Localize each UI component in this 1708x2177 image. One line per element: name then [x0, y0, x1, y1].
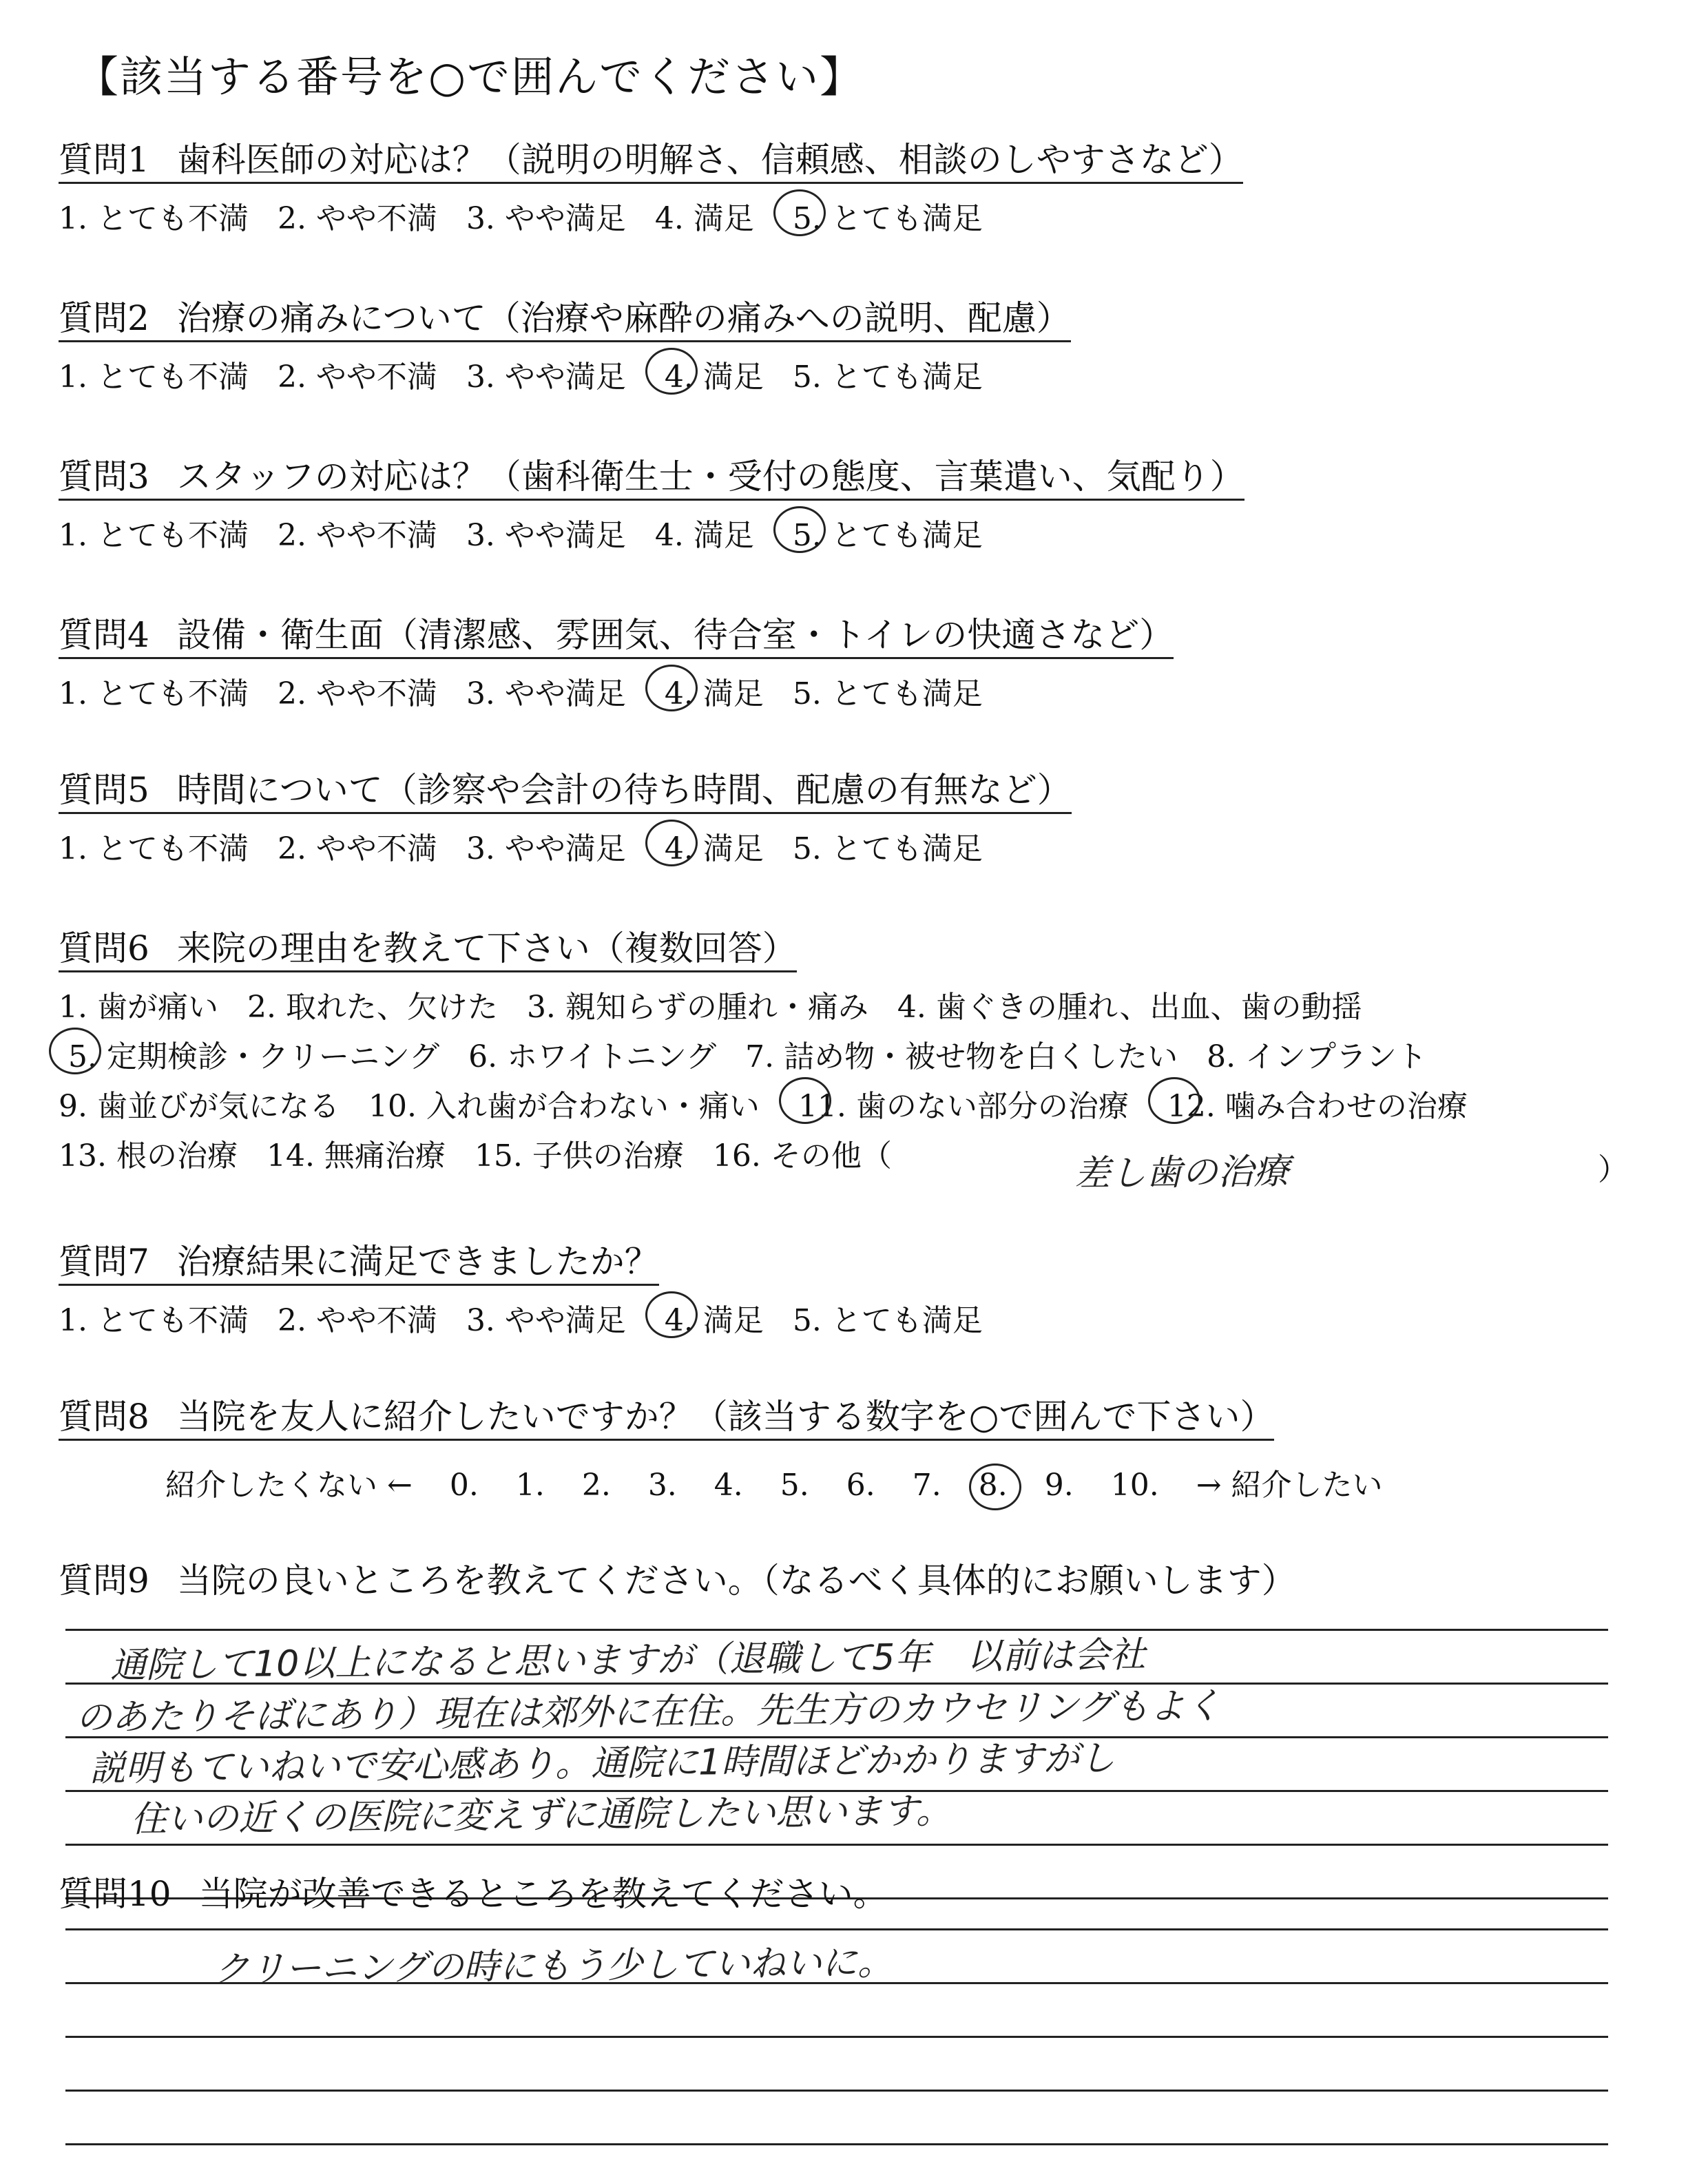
- question-4-text: 設備・衛生面（清潔感、雰囲気、待合室・トイレの快適さなど）: [176, 615, 1174, 655]
- question-2-options: [59, 352, 1071, 396]
- q5-option-5[interactable]: 5. とても満足: [792, 831, 983, 866]
- q8-value-9[interactable]: 9.: [1044, 1468, 1074, 1503]
- q10-line-4: [65, 2038, 1608, 2092]
- q6-option-2[interactable]: 2. 取れた、欠けた: [247, 990, 498, 1025]
- q5-option-1[interactable]: 1. とても不満: [59, 831, 249, 866]
- q10-answer-lines: [65, 1877, 1608, 2145]
- q5-option-4-label: 4. 満足: [664, 831, 764, 866]
- question-4-number: 質問4: [59, 615, 149, 655]
- q10-line-1: [65, 1877, 1608, 1930]
- q8-value-5[interactable]: 5.: [780, 1468, 809, 1503]
- question-3-number: 質問3: [59, 457, 149, 497]
- q6-option-3[interactable]: 3. 親知らずの腫れ・痛み: [526, 990, 868, 1025]
- q1-option-5[interactable]: [783, 194, 983, 238]
- q1-option-4[interactable]: 4. 満足: [654, 201, 754, 236]
- q6-option-11[interactable]: [789, 1081, 1129, 1125]
- q10-line-3: [65, 1984, 1608, 2038]
- q6-row-1: [59, 982, 1487, 1032]
- q1-option-2[interactable]: 2. やや不満: [277, 201, 437, 236]
- question-5-header: [59, 771, 1072, 814]
- q10-line-5: [65, 2092, 1608, 2145]
- q8-value-6[interactable]: 6.: [846, 1468, 875, 1503]
- q8-value-10[interactable]: 10.: [1110, 1468, 1159, 1503]
- q1-option-5-label: 5. とても満足: [792, 201, 983, 236]
- q9-answer-line-3: 説明もていねいで安心感あり。通院に1時間ほどかかりますがし: [89, 1738, 1116, 1790]
- q1-option-3[interactable]: 3. やや満足: [466, 201, 626, 236]
- q3-option-5[interactable]: [783, 510, 983, 554]
- question-8-text: 当院を友人に紹介したいですか？（該当する数字を○で囲んで下さい）: [176, 1397, 1275, 1437]
- q4-option-4[interactable]: [655, 669, 764, 713]
- q3-option-4[interactable]: 4. 満足: [654, 518, 754, 553]
- q9-answer-line-1: 通院して10以上になると思いますが（退職して5年 以前は会社: [110, 1634, 1146, 1687]
- q5-option-3[interactable]: 3. やや満足: [466, 831, 626, 866]
- q6-other-close-paren: ）: [1598, 1152, 1628, 1187]
- q6-option-12[interactable]: [1158, 1081, 1468, 1125]
- question-10-number: 質問10: [59, 1874, 171, 1914]
- question-7-header: [59, 1243, 659, 1286]
- q4-option-5[interactable]: 5. とても満足: [792, 676, 983, 711]
- q7-option-4-label: 4. 満足: [664, 1303, 764, 1338]
- question-2-text: 治療の痛みについて（治療や麻酔の痛みへの説明、配慮）: [176, 298, 1071, 338]
- q6-option-16[interactable]: 16. その他（: [712, 1138, 892, 1174]
- question-7: [59, 1243, 1002, 1340]
- question-7-text: 治療結果に満足できましたか？: [176, 1242, 659, 1282]
- q6-option-5-label: 5. 定期検診・クリーニング: [68, 1039, 440, 1074]
- question-3-options: [59, 510, 1244, 554]
- question-3-header: [59, 458, 1244, 501]
- question-9-text: 当院の良いところを教えてください。（なるべく具体的にお願いします）: [176, 1561, 1296, 1601]
- q1-option-1[interactable]: 1. とても不満: [59, 201, 249, 236]
- question-6-header: [59, 930, 797, 972]
- question-3-text: スタッフの対応は？（歯科衛生士・受付の態度、言葉遣い、気配り）: [176, 457, 1244, 497]
- q6-option-8[interactable]: 8. インプラント: [1207, 1039, 1428, 1074]
- q7-option-5[interactable]: 5. とても満足: [792, 1303, 983, 1338]
- q8-value-2[interactable]: 2.: [581, 1468, 611, 1503]
- question-9-number: 質問9: [59, 1561, 149, 1601]
- q7-option-2[interactable]: 2. やや不満: [277, 1303, 437, 1338]
- q6-other-answer: 差し歯の治療: [1074, 1151, 1290, 1195]
- q2-option-5[interactable]: 5. とても満足: [792, 360, 983, 395]
- q6-row-2: [59, 1032, 1487, 1081]
- question-8: [59, 1398, 1274, 1441]
- question-5-options: [59, 824, 1072, 868]
- q6-option-15[interactable]: 15. 子供の治療: [474, 1138, 684, 1174]
- q6-option-9[interactable]: 9. 歯並びが気になる: [59, 1089, 340, 1124]
- q6-option-10[interactable]: 10. 入れ歯が合わない・痛い: [368, 1089, 760, 1124]
- q6-option-12-label: 12. 噛み合わせの治療: [1167, 1089, 1468, 1124]
- question-4: [59, 616, 1174, 713]
- q3-option-5-label: 5. とても満足: [792, 518, 983, 553]
- q2-option-4-label: 4. 満足: [664, 360, 764, 395]
- q5-option-4[interactable]: [655, 824, 764, 868]
- q2-option-3[interactable]: 3. やや満足: [466, 360, 626, 395]
- q8-right-label: → 紹介したい: [1196, 1468, 1383, 1503]
- question-5: [59, 771, 1072, 868]
- question-6-text: 来院の理由を教えて下さい（複数回答）: [176, 928, 797, 968]
- q10-answer-line-1: クリーニングの時にもう少していねいに。: [213, 1941, 894, 1991]
- question-1: [59, 141, 1243, 238]
- q8-value-4[interactable]: 4.: [714, 1468, 743, 1503]
- question-8-number: 質問8: [59, 1397, 149, 1437]
- q2-option-1[interactable]: 1. とても不満: [59, 360, 249, 395]
- q6-option-11-label: 11. 歯のない部分の治療: [798, 1089, 1129, 1124]
- q2-option-2[interactable]: 2. やや不満: [277, 360, 437, 395]
- q5-option-2[interactable]: 2. やや不満: [277, 831, 437, 866]
- question-1-options: [59, 194, 1243, 238]
- q7-option-4[interactable]: [655, 1295, 764, 1340]
- q9-line-1: [65, 1577, 1608, 1631]
- question-1-number: 質問1: [59, 140, 149, 180]
- q9-answer-line-4: 住いの近くの医院に変えずに通院したい思います。: [130, 1790, 952, 1841]
- question-4-header: [59, 616, 1174, 659]
- question-2: [59, 300, 1071, 396]
- page-title: 【該当する番号を○で囲んでください】: [76, 52, 864, 102]
- q2-option-4[interactable]: [655, 352, 764, 396]
- q8-left-label: 紹介したくない ←: [165, 1468, 413, 1503]
- q6-option-7[interactable]: 7. 詰め物・被せ物を白くしたい: [745, 1039, 1178, 1074]
- q6-row-3: [59, 1081, 1487, 1131]
- q7-option-1[interactable]: 1. とても不満: [59, 1303, 249, 1338]
- q8-value-7[interactable]: 7.: [912, 1468, 941, 1503]
- q4-option-4-label: 4. 満足: [664, 676, 764, 711]
- question-1-header: [59, 141, 1243, 184]
- q8-value-3[interactable]: 3.: [647, 1468, 677, 1503]
- question-7-number: 質問7: [59, 1242, 149, 1282]
- question-6-number: 質問6: [59, 928, 149, 968]
- q6-option-5[interactable]: [59, 1032, 439, 1076]
- question-4-options: [59, 669, 1174, 713]
- q8-value-8[interactable]: 8.: [978, 1468, 1008, 1503]
- question-1-text: 歯科医師の対応は？（説明の明解さ、信頼感、相談のしやすさなど）: [176, 140, 1243, 180]
- q8-scale: [165, 1460, 1410, 1504]
- q4-option-1[interactable]: 1. とても不満: [59, 676, 249, 711]
- q8-value-1[interactable]: 1.: [515, 1468, 545, 1503]
- q3-option-3[interactable]: 3. やや満足: [466, 518, 626, 553]
- q4-option-3[interactable]: 3. やや満足: [466, 676, 626, 711]
- q9-answer-line-2: のあたりそばにあり）現在は郊外に在住。先生方のカウセリングもよく: [75, 1685, 1222, 1739]
- q6-option-13[interactable]: 13. 根の治療: [59, 1138, 238, 1174]
- q6-option-6[interactable]: 6. ホワイトニング: [468, 1039, 717, 1074]
- question-3: [59, 458, 1244, 554]
- q3-option-1[interactable]: 1. とても不満: [59, 518, 249, 553]
- q8-value-0[interactable]: 0.: [449, 1468, 479, 1503]
- question-10-text: 当院が改善できるところを教えてください。: [198, 1874, 888, 1914]
- q7-option-3[interactable]: 3. やや満足: [466, 1303, 626, 1338]
- q6-option-14[interactable]: 14. 無痛治療: [266, 1138, 446, 1174]
- question-5-number: 質問5: [59, 770, 149, 810]
- question-2-header: [59, 300, 1071, 342]
- q4-option-2[interactable]: 2. やや不満: [277, 676, 437, 711]
- question-2-number: 質問2: [59, 298, 149, 338]
- question-7-options: [59, 1295, 1002, 1340]
- question-5-text: 時間について（診察や会計の待ち時間、配慮の有無など）: [176, 770, 1072, 810]
- question-8-header: [59, 1398, 1274, 1441]
- q6-option-4[interactable]: 4. 歯ぐきの腫れ、出血、歯の動揺: [897, 990, 1362, 1025]
- q6-option-1[interactable]: 1. 歯が痛い: [59, 990, 218, 1025]
- q3-option-2[interactable]: 2. やや不満: [277, 518, 437, 553]
